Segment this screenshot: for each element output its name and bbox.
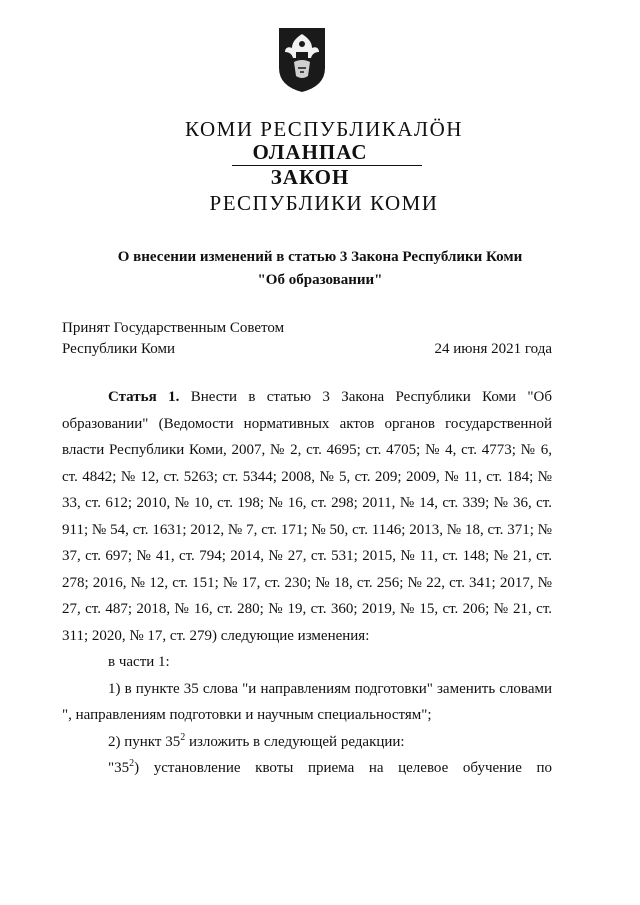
item-2-superscript: 2 (180, 731, 186, 743)
item-3-prefix: "35 (108, 760, 130, 776)
header-komi-line: КОМИ РЕСПУБЛИКАЛÖН (185, 117, 463, 141)
item-3-superscript: 2 (129, 758, 135, 769)
header-zakon: ЗАКОН (270, 165, 350, 189)
article-1-label: Статья 1. (108, 389, 180, 405)
header-republic-line: РЕСПУБЛИКИ КОМИ (209, 191, 439, 215)
part-1-line: в части 1: (108, 654, 170, 670)
law-body (62, 384, 552, 782)
item-2-paragraph (62, 729, 552, 756)
law-title-line-2: "Об образовании" (257, 272, 383, 288)
item-3-suffix: ) установление квоты приема на целевое обучение по (134, 760, 552, 776)
adoption-date: 24 июня 2021 года (434, 341, 552, 357)
adoption-statement (62, 318, 284, 360)
coat-of-arms-emblem (276, 24, 328, 94)
law-title-line-1: О внесении изменений в статью 3 Закона Республики Коми (117, 249, 523, 265)
article-1-paragraph (62, 384, 552, 649)
item-2-prefix: 2) пункт 35 (108, 733, 181, 750)
adoption-line-2: Республики Коми (62, 341, 175, 357)
item-2-suffix: изложить в следующей редакции: (185, 733, 405, 750)
header-olanpas: ОЛАНПАС (252, 140, 368, 164)
item-3-paragraph (62, 755, 552, 782)
adoption-line-1: Принят Государственным Советом (62, 320, 285, 336)
article-1-text: Внести в статью 3 Закона Республики Коми "Об образовании" (Ведомости нормативных актов органов государственной власти Республики Коми, 2007, № 2, ст. 4695; ст. 4705; № 4, ст. 4773; № 6, ст. 4842; № 12, ст. 5263; ст. 5344; 2008, № 5, ст. 209; 2009, № 11, ст. 184; № 33, ст. 612; 2010, № 10, ст. 198; № 16, ст. 298; 2011, № 14, ст. 339; № 36, ст. 911; № 54, ст. 1631; 2012, № 7, ст. 171; № 50, ст. 1146; 2013, № 18, ст. 371; № 37, ст. 697; № 41, ст. 794; 2014, № 27, ст. 531; 2015, № 11, ст. 148; № 21, ст. 278; 2016, № 12, ст. 151; № 17, ст. 230; № 18, ст. 256; № 22, ст. 341; 2017, № 27, ст. 487; 2018, № 16, ст. 280; № 19, ст. 360; 2019, № 15, ст. 206; № 21, ст. 311; 2020, № 17, ст. 279) следующие изменения: (62, 389, 553, 644)
item-1-paragraph: 1) в пункте 35 слова "и направлениям подготовки" заменить словами ", направлениям подготовки и научным специальностям"; (62, 680, 552, 723)
law-title (60, 246, 580, 292)
